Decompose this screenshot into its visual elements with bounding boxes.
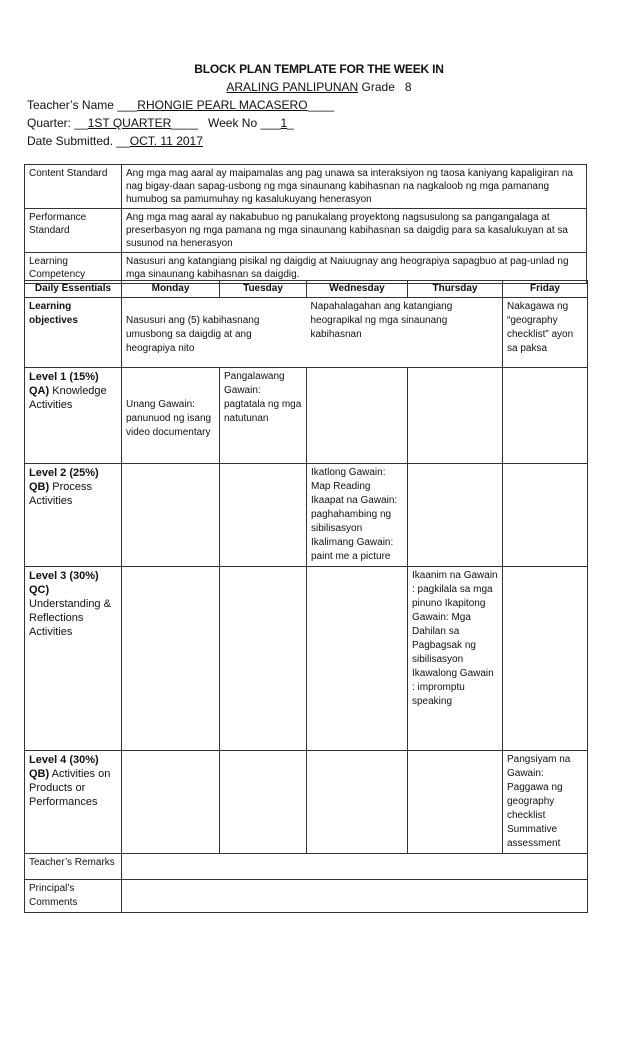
teacher-label: Teacher’s Name xyxy=(27,98,114,112)
level-2-tuesday xyxy=(220,464,307,567)
level-3-row xyxy=(25,567,588,751)
objective-wednesday: Napahalagahan ang katangiang heograpikal ng mga sinaunang kabihasnan xyxy=(307,298,503,368)
level-3-thursday: Ikaanim na Gawain : pagkilala sa mga pinuno Ikapitong Gawain: Mga Dahilan sa Pagbagsak ng sibilisasyon Ikawalong Gawain : impromptu speaking xyxy=(408,567,503,751)
level-2-label xyxy=(25,464,122,567)
header-wednesday: Wednesday xyxy=(307,281,408,298)
teacher-line: Teacher’s Name ___RHONGIE PEARL MACASERO____ xyxy=(27,98,335,112)
quarter-label: Quarter: xyxy=(27,116,72,130)
quarter-value: 1ST QUARTER xyxy=(87,116,172,130)
principal-comments-label: Principal’s Comments xyxy=(25,880,122,913)
document-title: BLOCK PLAN TEMPLATE FOR THE WEEK IN xyxy=(194,62,444,76)
week-label: Week No xyxy=(207,116,258,130)
level-title: Level 2 (25%) xyxy=(29,467,99,479)
level-1-tuesday: Pangalawang Gawain: pagtatala ng mga natutunan xyxy=(220,368,307,464)
performance-standard-row xyxy=(25,209,587,253)
level-4-row xyxy=(25,751,588,854)
level-code: QB) xyxy=(29,768,50,780)
level-3-wednesday xyxy=(307,567,408,751)
header-tuesday: Tuesday xyxy=(220,281,307,298)
level-code: QC) xyxy=(29,584,50,596)
objectives-label: Learning objectives xyxy=(25,298,122,368)
level-2-wednesday: Ikatlong Gawain: Map Reading Ikaapat na Gawain: paghahambing ng sibilisasyon Ikalimang Gawain: paint me a picture xyxy=(307,464,408,567)
quarter-line: Quarter: __1ST QUARTER____ Week No ___1_ xyxy=(27,116,294,130)
date-label: Date Submitted. xyxy=(27,134,114,148)
level-title: Level 1 (15%) xyxy=(29,371,99,383)
level-1-monday: Unang Gawain: panunuod ng isang video documentary xyxy=(122,368,220,464)
level-2-thursday xyxy=(408,464,503,567)
weekly-grid xyxy=(24,280,588,913)
level-3-label xyxy=(25,567,122,751)
level-4-tuesday xyxy=(220,751,307,854)
level-4-monday xyxy=(122,751,220,854)
grade-label: Grade xyxy=(361,80,395,94)
header-daily-essentials: Daily Essentials xyxy=(25,281,122,298)
date-value: OCT. 11 2017 xyxy=(129,134,203,148)
subject: ARALING PANLIPUNAN xyxy=(226,80,359,94)
subject-line xyxy=(0,80,638,94)
header-friday: Friday xyxy=(503,281,588,298)
level-name: Process Activities xyxy=(29,481,92,507)
standard-label: Performance Standard xyxy=(25,209,122,253)
level-2-monday xyxy=(122,464,220,567)
objective-monday: Nasusuri ang (5) kabihasnang umusbong sa daigdig at ang heograpiya nito xyxy=(122,298,307,368)
header-monday: Monday xyxy=(122,281,220,298)
level-title: Level 3 (30%) xyxy=(29,570,99,582)
principal-comments-row xyxy=(25,880,588,913)
standards-table xyxy=(24,164,587,284)
level-1-friday xyxy=(503,368,588,464)
teacher-remarks-value xyxy=(122,854,588,880)
teacher-name: RHONGIE PEARL MACASERO xyxy=(137,98,308,112)
standard-label: Content Standard xyxy=(25,165,122,209)
level-4-friday: Pangsiyam na Gawain: Paggawa ng geography checklist Summative assessment xyxy=(503,751,588,854)
level-name: Activities on Products or Performances xyxy=(29,768,111,808)
level-title: Level 4 (30%) xyxy=(29,754,99,766)
level-4-label xyxy=(25,751,122,854)
level-1-thursday xyxy=(408,368,503,464)
level-4-thursday xyxy=(408,751,503,854)
grade-value: 8 xyxy=(404,80,412,94)
principal-comments-value xyxy=(122,880,588,913)
level-code: QB) xyxy=(29,481,50,493)
level-4-wednesday xyxy=(307,751,408,854)
level-1-row xyxy=(25,368,588,464)
level-1-wednesday xyxy=(307,368,408,464)
teacher-remarks-row xyxy=(25,854,588,880)
level-2-friday xyxy=(503,464,588,567)
level-code: QA) xyxy=(29,385,50,397)
standard-text: Ang mga mag aaral ay maipamalas ang pag unawa sa interaksiyon ng taosa kaniyang kapaligiran na nag bigay-daan sapag-usbong ng mga sinaunang kabihasnan na nagkaloob ng mga pamanang humubog sa pamumuhay ng kasalukuyang henerasyon xyxy=(122,165,587,209)
week-value: 1 xyxy=(280,116,288,130)
header-thursday: Thursday xyxy=(408,281,503,298)
standard-label: Learning Competency xyxy=(25,253,122,284)
date-line: Date Submitted. __OCT. 11 2017 xyxy=(27,134,203,148)
teacher-remarks-label: Teacher’s Remarks xyxy=(25,854,122,880)
level-3-friday xyxy=(503,567,588,751)
level-1-label xyxy=(25,368,122,464)
level-2-row xyxy=(25,464,588,567)
objective-friday: Nakagawa ng “geography checklist” ayon sa paksa xyxy=(503,298,588,368)
learning-competency-row xyxy=(25,253,587,284)
objectives-row xyxy=(25,298,588,368)
level-3-tuesday xyxy=(220,567,307,751)
level-name: Understanding & Reflections Activities xyxy=(29,598,111,638)
standard-text: Ang mga mag aaral ay nakabubuo ng panukalang proyektong nagsusulong sa pangangalaga at preserbasyon ng mga pamana ng mga sinaunang kabihasnan sa daigdig para sa kasalukuyan at sa susunod na henerasyon xyxy=(122,209,587,253)
standard-text: Nasusuri ang katangiang pisikal ng daigdig at Naiuugnay ang heograpiya sapagbuo at pag-unlad ng mga sinaunang kabihasnan sa daigdig. xyxy=(122,253,587,284)
level-name: Knowledge Activities xyxy=(29,385,107,411)
days-header-row xyxy=(25,281,588,298)
level-3-monday xyxy=(122,567,220,751)
content-standard-row xyxy=(25,165,587,209)
